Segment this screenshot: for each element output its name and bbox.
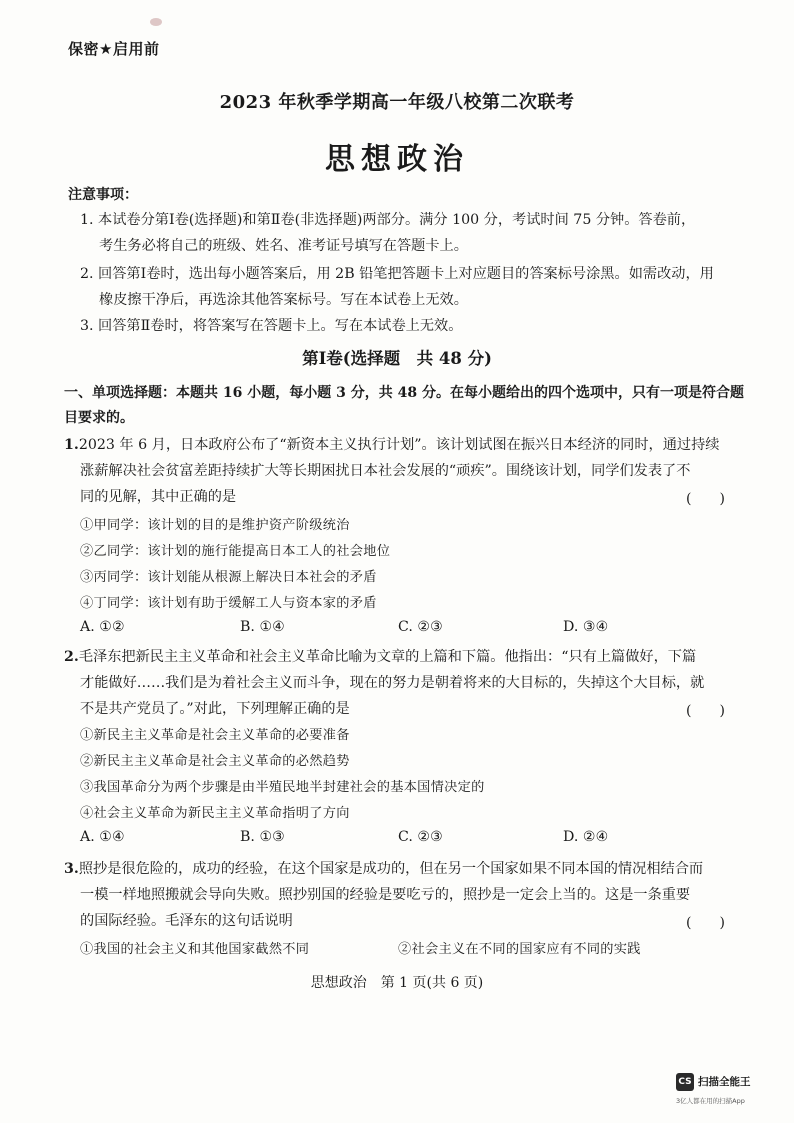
question-text: 一模一样地照搬就会导向失败。照抄别国的经验是要吃亏的，照抄是一定会上当的。这是一条重要 [80, 887, 691, 903]
statement: ②新民主主义革命是社会主义革命的必然趋势 [80, 754, 350, 769]
question-text: 同的见解，其中正确的是 [80, 489, 237, 505]
statement: ②乙同学：该计划的施行能提高日本工人的社会地位 [80, 544, 391, 559]
question-text: 才能做好……我们是为着社会主义而斗争，现在的努力是朝着将来的大目标的，失掉这个大目标，就 [80, 675, 705, 691]
question-text: 的国际经验。毛泽东的这句话说明 [80, 913, 293, 929]
note-1-cont: 考生务必将自己的班级、姓名、准考证号填写在答题卡上。 [99, 238, 468, 254]
watermark-tagline: 3亿人都在用的扫描App [676, 1097, 745, 1105]
question-number: 2. [64, 649, 79, 665]
answer-blank: ( ) [686, 915, 725, 931]
watermark-brand: 扫描全能王 [698, 1076, 751, 1088]
question-text: 毛泽东把新民主主义革命和社会主义革命比喻为文章的上篇和下篇。他指出：“只有上篇做好，下篇 [78, 649, 697, 665]
question-number: 3. [64, 861, 79, 877]
note-1: 1. 本试卷分第Ⅰ卷(选择题)和第Ⅱ卷(非选择题)两部分。满分 100 分，考试时间 75 分钟。答卷前， [80, 212, 696, 228]
section-title: 第Ⅰ卷(选择题 共 48 分) [302, 349, 492, 368]
section-instruction: 一、单项选择题：本题共 16 小题，每小题 3 分，共 48 分。在每小题给出的四个选项中，只有一项是符合题 [64, 385, 744, 401]
choice-b: B. ①③ [240, 829, 285, 845]
question-1 [64, 434, 719, 454]
note-2-cont: 橡皮擦干净后，再选涂其他答案标号。写在本试卷上无效。 [99, 292, 468, 308]
statement: ④社会主义革命为新民主主义革命指明了方向 [80, 806, 350, 821]
choice-c: C. ②③ [398, 619, 443, 635]
question-text: 涨薪解决社会贫富差距持续扩大等长期困扰日本社会发展的“顽疾”。围绕该计划，同学们发表了不 [80, 463, 691, 479]
answer-blank: ( ) [686, 703, 725, 719]
choice-a: A. ①② [80, 619, 125, 635]
statement: ①新民主主义革命是社会主义革命的必要准备 [80, 728, 350, 743]
note-2: 2. 回答第Ⅰ卷时，选出每小题答案后，用 2B 铅笔把答题卡上对应题目的答案标号涂黑。如需改动，用 [80, 266, 714, 282]
question-number: 1. [64, 437, 79, 453]
section-instruction-cont: 目要求的。 [64, 410, 134, 426]
note-3: 3. 回答第Ⅱ卷时，将答案写在答题卡上。写在本试卷上无效。 [80, 318, 463, 334]
question-text: 照抄是很危险的，成功的经验，在这个国家是成功的，但在另一个国家如果不同本国的情况相结合而 [78, 861, 704, 877]
question-3 [64, 858, 703, 878]
confidential-label: 保密★启用前 [68, 40, 160, 58]
answer-blank: ( ) [686, 491, 725, 507]
question-text: 不是共产党员了。”对此，下列理解正确的是 [80, 701, 350, 717]
subject-title: 思想政治 [325, 142, 469, 177]
question-2 [64, 646, 696, 666]
statement: ③丙同学：该计划能从根源上解决日本社会的矛盾 [80, 570, 377, 585]
statement: ③我国革命分为两个步骤是由半殖民地半封建社会的基本国情决定的 [80, 780, 485, 795]
choice-c: C. ②③ [398, 829, 443, 845]
question-text: 2023 年 6 月，日本政府公布了“新资本主义执行计划”。该计划试图在振兴日本经济的同时，通过持续 [78, 437, 720, 453]
statement: ①甲同学：该计划的目的是维护资产阶级统治 [80, 518, 350, 533]
choice-b: B. ①④ [240, 619, 285, 635]
statement: ①我国的社会主义和其他国家截然不同 [80, 942, 310, 957]
ink-smudge [150, 18, 162, 26]
exam-title: 2023 年秋季学期高一年级八校第二次联考 [219, 92, 575, 113]
statement: ④丁同学：该计划有助于缓解工人与资本家的矛盾 [80, 596, 377, 611]
notes-heading: 注意事项： [68, 187, 138, 203]
choice-d: D. ②④ [563, 829, 609, 845]
choice-d: D. ③④ [563, 619, 609, 635]
choice-a: A. ①④ [80, 829, 125, 845]
camscanner-logo-icon: CS [676, 1073, 694, 1091]
statement: ②社会主义在不同的国家应有不同的实践 [398, 942, 641, 957]
page-footer: 思想政治 第 1 页(共 6 页) [310, 975, 484, 991]
